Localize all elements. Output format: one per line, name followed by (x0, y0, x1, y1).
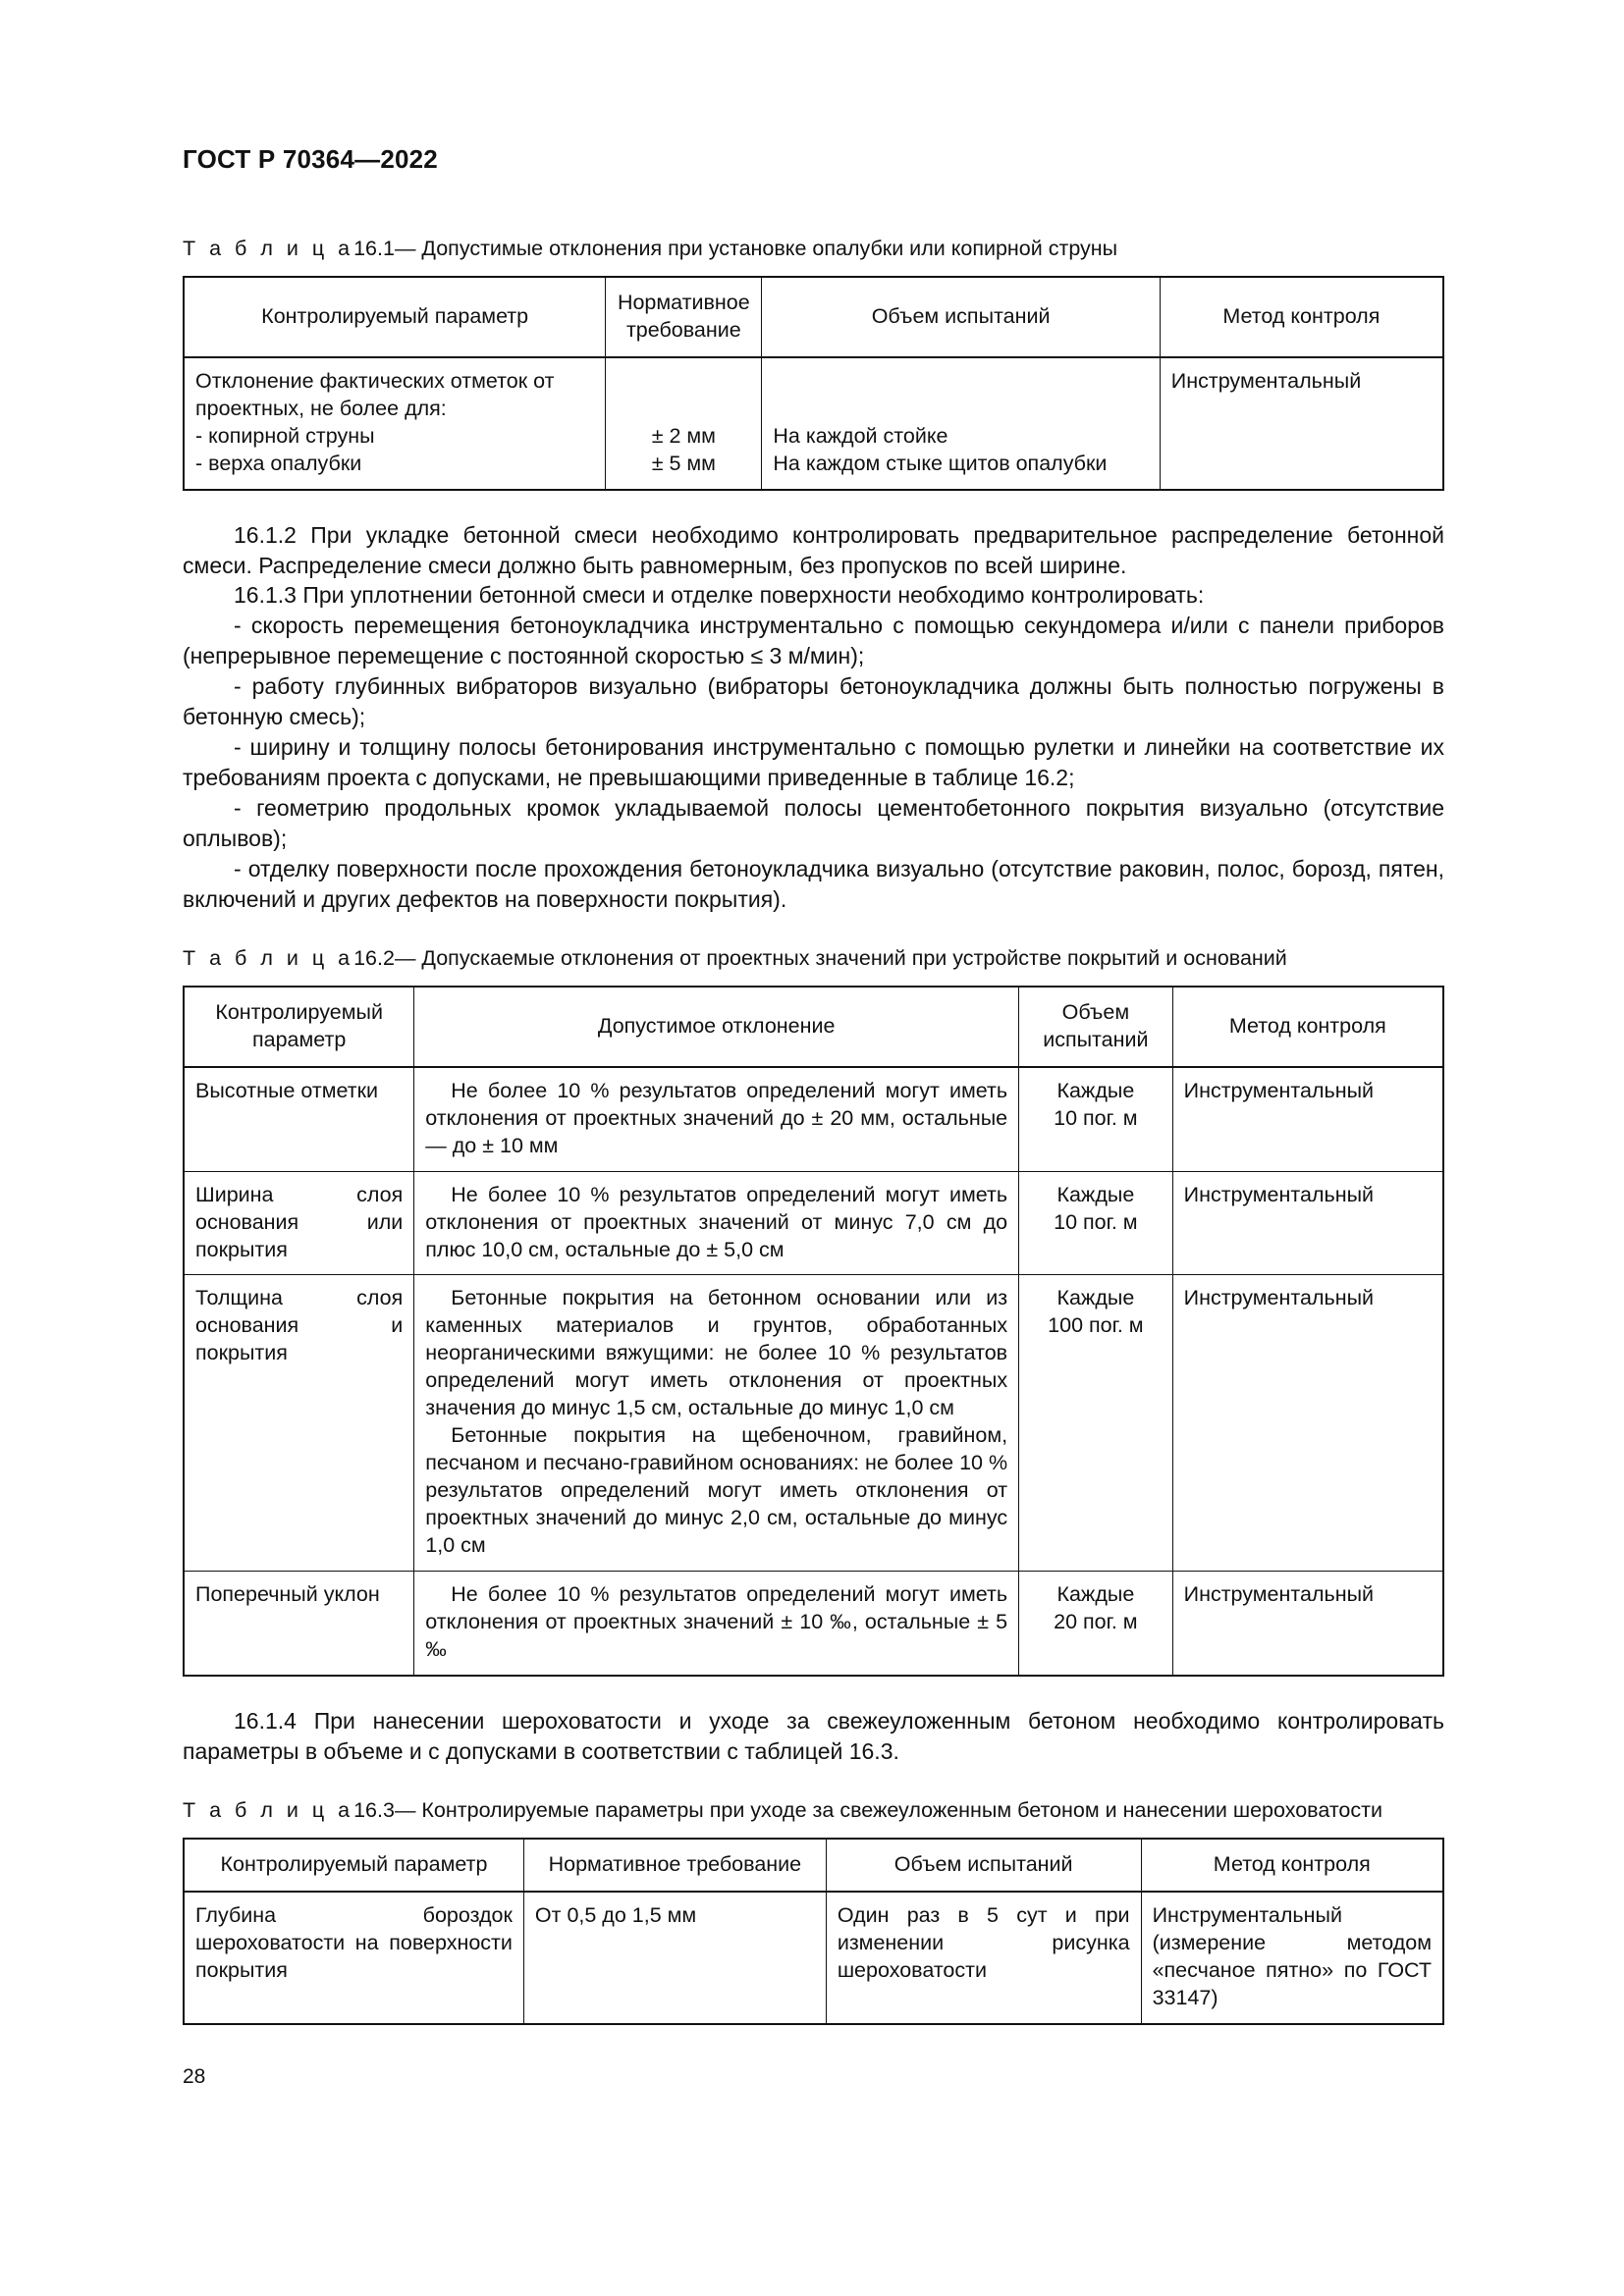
table-16-2-param-text: Ширина слоя основания или покрытия (195, 1182, 404, 1261)
table-16-3-header-cell: Контролируемый параметр (184, 1839, 523, 1892)
table-16-2-param-cell (184, 1275, 414, 1571)
table-16-1-caption (183, 235, 1444, 262)
table-16-2-deviation-text: Не более 10 % результатов определений могут иметь отклонения от проектных значений до ± 20 мм, остальные — до ± 10 мм (425, 1078, 1008, 1157)
table-16-2-header-cell: Допустимое отклонение (414, 987, 1019, 1067)
table-16-2-scope-line-2: 10 пог. м (1054, 1209, 1138, 1234)
paragraph-bullet-2: - работу глубинных вибраторов визуально (вибраторы бетоноукладчика должны быть полностью погружены в бетонную смесь); (183, 673, 1444, 730)
body-paragraphs-block (183, 520, 1444, 915)
table-16-1-scope-value-1: На каждой стойке (773, 423, 948, 448)
table-16-2-method-cell: Инструментальный (1172, 1171, 1443, 1275)
table-16-1-norm-cell (606, 357, 762, 490)
table-16-1-param-line-4: - верха опалубки (195, 451, 362, 475)
table-16-3-header-cell: Нормативное требование (523, 1839, 826, 1892)
table-16-3-caption-number: 16.3 (353, 1797, 395, 1822)
paragraph-16-1-3: 16.1.3 При уплотнении бетонной смеси и отделке поверхности необходимо контролировать: (234, 582, 1205, 609)
table-row (184, 1275, 1443, 1571)
table-16-1-header-cell: Метод контроля (1160, 277, 1443, 357)
table-16-2-deviation-paragraph-1: Бетонные покрытия на бетонном основании или из каменных материалов и грунтов, обработанных неорганическими вяжущими: не более 10 % результатов определений могут иметь отклонения от проектных значения до минус 1,5 см, остальные до минус 1,0 см (425, 1286, 1008, 1420)
table-16-2-param-cell: Поперечный уклон (184, 1571, 414, 1675)
table-16-1-param-line-3: - копирной струны (195, 423, 375, 448)
table-16-1-scope-value-2: На каждом стыке щитов опалубки (773, 451, 1108, 475)
table-16-3-header-cell: Объем испытаний (826, 1839, 1141, 1892)
table-16-2-method-cell: Инструментальный (1172, 1275, 1443, 1571)
table-16-2-caption-text: — Допускаемые отклонения от проектных значений при устройстве покрытий и оснований (394, 945, 1287, 970)
table-16-2-param-text: Толщина слоя основания и покрытия (195, 1286, 404, 1365)
table-16-1 (183, 276, 1444, 491)
table-16-2-caption-label: Т а б л и ц а (183, 945, 354, 970)
table-16-3-scope-cell (826, 1892, 1141, 2024)
table-16-3-header-row (184, 1839, 1443, 1892)
table-16-1-caption-number: 16.1 (353, 236, 395, 260)
table-16-2-scope-cell (1019, 1275, 1173, 1571)
table-16-1-param-line-2: проектных, не более для: (195, 396, 447, 420)
table-16-3-header-cell: Метод контроля (1141, 1839, 1443, 1892)
paragraph-16-1-2: 16.1.2 При укладке бетонной смеси необходимо контролировать предварительное распределение бетонной смеси. Распределение смеси должно быть равномерным, без пропусков по всей ширине. (183, 521, 1444, 578)
table-16-1-param-line-1: Отклонение фактических отметок от (195, 368, 555, 393)
table-16-1-caption-label: Т а б л и ц а (183, 236, 354, 260)
table-16-2-caption (183, 944, 1444, 972)
table-16-2-scope-line-1: Каждые (1056, 1286, 1135, 1310)
table-16-2-deviation-text: Не более 10 % результатов определений могут иметь отклонения от проектных значений от минус 7,0 см до плюс 10,0 см, остальные до ± 5,0 см (425, 1182, 1008, 1261)
table-16-2-scope-line-2: 100 пог. м (1048, 1313, 1144, 1338)
table-16-2-method-cell: Инструментальный (1172, 1067, 1443, 1171)
table-16-2-header-cell: Метод контроля (1172, 987, 1443, 1067)
table-16-1-header-cell: Контролируемый параметр (184, 277, 606, 357)
table-row (184, 357, 1443, 490)
table-16-2-deviation-paragraph-2: Бетонные покрытия на щебеночном, гравийном, песчаном и песчано-гравийном основаниях: не более 10 % результатов определений могут иметь отклонения от проектных значений до минус 2,0 см, остальные до минус 1,0 см (425, 1423, 1008, 1557)
table-16-2-deviation-cell (414, 1171, 1019, 1275)
table-16-3-param-cell (184, 1892, 523, 2024)
table-16-3 (183, 1838, 1444, 2025)
table-16-2-header-row (184, 987, 1443, 1067)
table-16-1-norm-value-2: ± 5 мм (651, 451, 716, 475)
table-row (184, 1067, 1443, 1171)
paragraph-16-1-4: 16.1.4 При нанесении шероховатости и уходе за свежеуложенным бетоном необходимо контролировать параметры в объеме и с допусками в соответствии с таблицей 16.3. (183, 1707, 1444, 1764)
page-number: 28 (183, 2065, 206, 2088)
table-16-2-deviation-cell (414, 1067, 1019, 1171)
table-16-3-caption-label: Т а б л и ц а (183, 1797, 354, 1822)
table-16-2-caption-number: 16.2 (353, 945, 395, 970)
table-16-2-deviation-cell (414, 1571, 1019, 1675)
page-content (183, 145, 1444, 2025)
table-row (184, 1171, 1443, 1275)
paragraph-bullet-1: - скорость перемещения бетоноукладчика инструментально с помощью секундомера и/или с панели приборов (непрерывное перемещение с постоянной скоростью ≤ 3 м/мин); (183, 613, 1444, 669)
document-header: ГОСТ Р 70364—2022 (183, 144, 438, 174)
paragraph-bullet-5: - отделку поверхности после прохождения бетоноукладчика визуально (отсутствие раковин, полос, борозд, пятен, включений и других дефектов на поверхности покрытия). (183, 855, 1444, 912)
table-16-2-scope-line-2: 20 пог. м (1054, 1609, 1138, 1633)
table-16-3-method-cell (1141, 1892, 1443, 2024)
table-row (184, 1892, 1443, 2024)
table-16-2-scope-line-1: Каждые (1056, 1078, 1135, 1102)
table-16-1-param-cell (184, 357, 606, 490)
table-16-2-header-cell: Контролируемый параметр (184, 987, 414, 1067)
table-16-3-param-text: Глубина бороздок шероховатости на поверхности покрытия (195, 1902, 513, 1982)
table-16-1-scope-cell (762, 357, 1160, 490)
paragraph-bullet-4: - геометрию продольных кромок укладываемой полосы цементобетонного покрытия визуально (отсутствие оплывов); (183, 794, 1444, 851)
table-16-2-scope-line-1: Каждые (1056, 1581, 1135, 1606)
table-16-3-method-text: Инструментальный (измерение методом «песчаное пятно» по ГОСТ 33147) (1152, 1902, 1432, 2009)
table-16-2-param-cell (184, 1171, 414, 1275)
table-16-3-scope-text: Один раз в 5 сут и при изменении рисунка шероховатости (837, 1902, 1130, 1982)
table-16-1-norm-value-1: ± 2 мм (651, 423, 716, 448)
table-row (184, 1571, 1443, 1675)
table-16-3-caption (183, 1796, 1444, 1824)
table-16-1-header-row (184, 277, 1443, 357)
table-16-2-method-cell: Инструментальный (1172, 1571, 1443, 1675)
table-16-2-scope-cell (1019, 1571, 1173, 1675)
table-16-3-norm-cell: От 0,5 до 1,5 мм (523, 1892, 826, 2024)
table-16-1-header-cell: Объем испытаний (762, 277, 1160, 357)
table-16-1-caption-text: — Допустимые отклонения при установке опалубки или копирной струны (394, 236, 1118, 260)
table-16-2-scope-cell (1019, 1171, 1173, 1275)
table-16-2-deviation-text: Не более 10 % результатов определений могут иметь отклонения от проектных значений ± 10 ‰, остальные ± 5 ‰ (425, 1581, 1008, 1661)
paragraph-bullet-3: - ширину и толщину полосы бетонирования инструментально с помощью рулетки и линейки на соответствие их требованиям проекта с допусками, не превышающими приведенные в таблице 16.2; (183, 734, 1444, 790)
table-16-2 (183, 986, 1444, 1677)
table-16-2-deviation-cell (414, 1275, 1019, 1571)
paragraph-16-1-4-block (183, 1706, 1444, 1767)
table-16-3-caption-text: — Контролируемые параметры при уходе за свежеуложенным бетоном и нанесении шероховатости (394, 1797, 1382, 1822)
table-16-2-scope-cell (1019, 1067, 1173, 1171)
table-16-2-scope-line-2: 10 пог. м (1054, 1105, 1138, 1130)
table-16-1-method-cell: Инструментальный (1160, 357, 1443, 490)
table-16-2-scope-line-1: Каждые (1056, 1182, 1135, 1206)
table-16-1-header-cell: Нормативное требование (606, 277, 762, 357)
table-16-2-param-cell: Высотные отметки (184, 1067, 414, 1171)
table-16-2-header-cell: Объем испытаний (1019, 987, 1173, 1067)
